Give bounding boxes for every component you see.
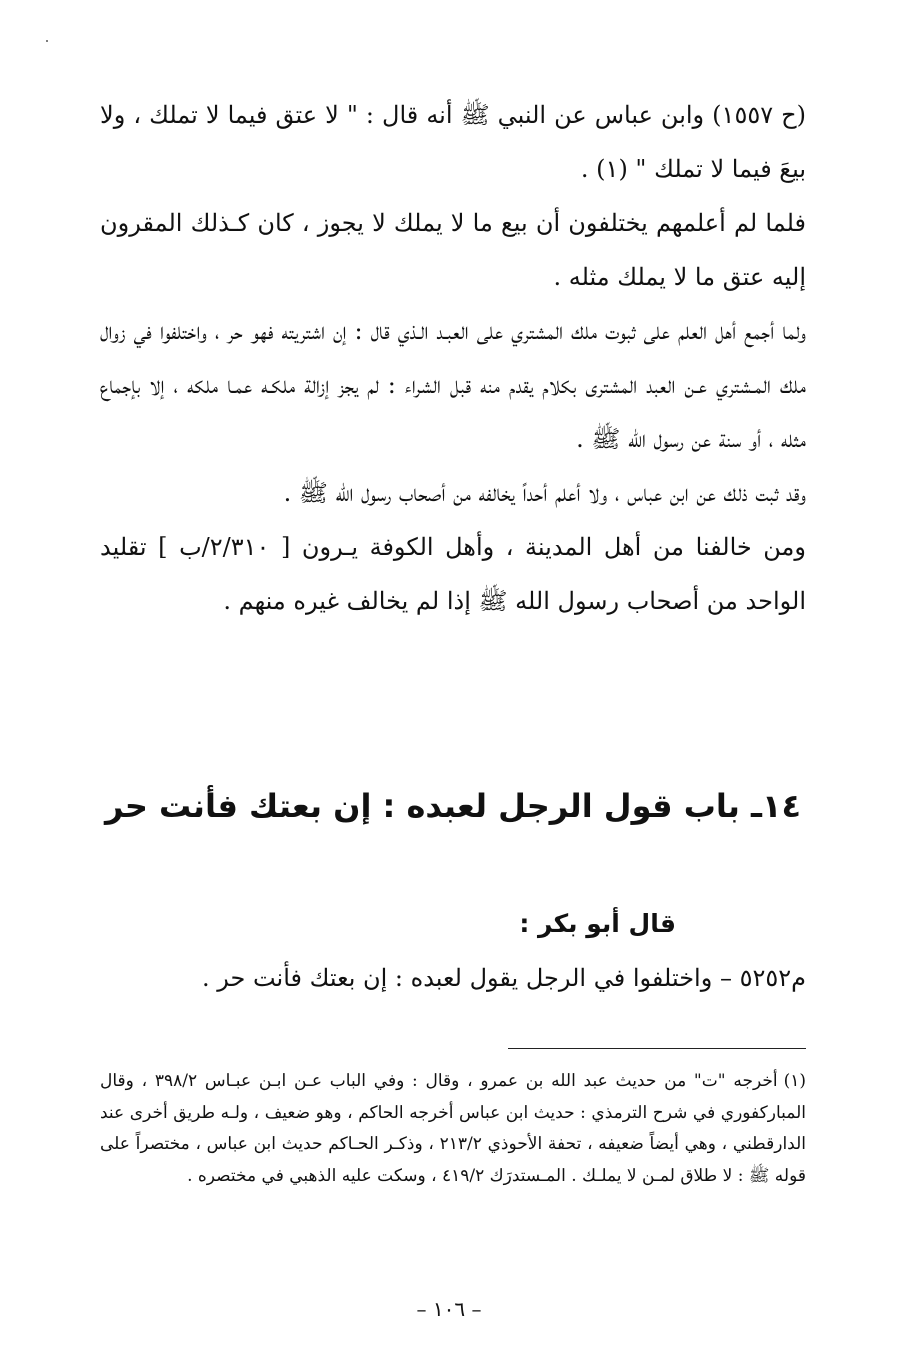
footnote-number: (١) — [783, 1071, 806, 1091]
scan-speck — [46, 40, 48, 42]
page-number: – ١٠٦ – — [416, 1297, 482, 1321]
paragraph-opponents: ومن خالفنا من أهل المدينة ، وأهل الكوفة يـرون [ ٢/٣١٠/ب ] تقليد الواحد من أصحاب رسول الله ﷺ إذا لم يخالف غيره منهم . — [100, 533, 806, 615]
footnote-text: أخرجه "ت" من حديث عبد الله بن عمرو ، وقال : وفي الباب عـن ابـن عبـاس ٣٩٨/٢ ، وقال المباركفوري في شرح الترمذي : حديث ابن عباس أخرجه الحاكم ، وهو ضعيف ، ولـه طريق أخرى عند الدارقطني ، وهي أيضاً ضعيفه ، تحفة الأحوذي ٢١٣/٢ ، وذكـر الحـاكم حديث ابن عباس ، مختصراً على قوله ﷺ : لا طلاق لمـن لا يملـك . المـستدرَك ٤١٩/٢ ، وسكت عليه الذهبي في مختصره . — [100, 1071, 806, 1186]
chapter-heading: ١٤ـ باب قول الرجل لعبده : إن بعتك فأنت حر — [104, 787, 802, 825]
paragraph-ibn-abbas: وقد ثبت ذلك عن ابن عباس ، ولا أعلم أحداً يخالفه من أصحاب رسول الله ﷺ . — [283, 479, 806, 507]
masala-line: م٥٢٥٢ – واختلفوا في الرجل يقول لعبده : إن بعتك فأنت حر . — [202, 964, 806, 992]
footnote-divider — [508, 1048, 806, 1049]
footnote — [100, 1066, 806, 1192]
paragraph-sale-ruling: فلما لم أعلمهم يختلفون أن بيع ما لا يملك لا يجوز ، كان كـذلك المقرون إليه عتق ما لا يملك مثله . — [100, 209, 806, 291]
main-text-block — [100, 88, 806, 628]
paragraph-consensus: ولما أجمع أهل العلم على ثبوت ملك المشتري على العبـد الـذي قال : إن اشتريته فهو حر ، واختلفوا في زوال ملك المـشتري عـن العبد المشترى بكلام يقدم منه قبل الشراء : لم يجز إزالة ملكـه عمـا ملكه ، إلا بإجماع مثله ، أو سنة عن رسول الله ﷺ . — [100, 317, 806, 453]
abu-bakr-said: قال أبو بكر : — [519, 909, 676, 938]
paragraph-hadith: (ح ١٥٥٧) وابن عباس عن النبي ﷺ أنه قال : " لا عتق فيما لا تملك ، ولا بيعَ فيما لا تملك " (١) . — [100, 101, 807, 183]
